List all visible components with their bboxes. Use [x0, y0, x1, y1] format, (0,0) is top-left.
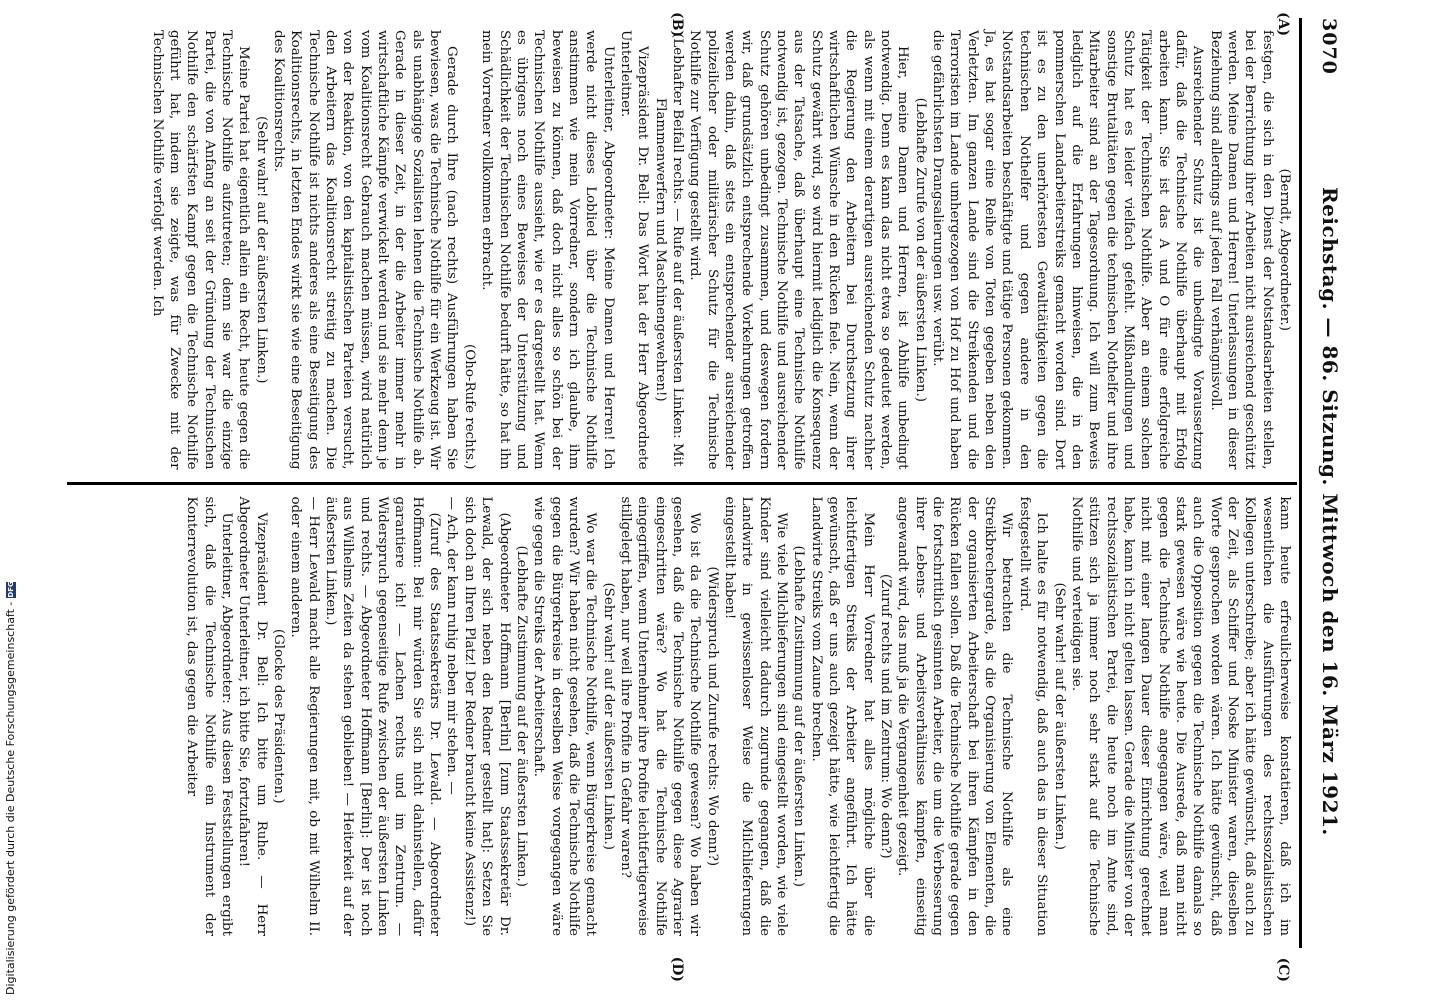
paragraph: Gerade durch Ihre (nach rechts) Ausführungen haben Sie bewiesen, was die Technische Nothilfe für ein Werkzeug ist. Wir als unabhängige Sozialisten lehnen die Technische Nothilfe ab. Gerade in dieser Zeit, in der die Arbeiter immer mehr in wirtschaftliche Kämpfe verwickelt werden und sie mehr denn je vom Koalitionsrecht Gebrauch machen müssen, wird natürlich von der Reaktion, von den kapitalistischen Parteien versucht, den Arbeitern das Koalitionsrecht streitig zu machen. Die Technische Nothilfe ist nichts anderes als eine Beseitigung des Koalitionsrechts, in letzten Endes wirkt sie wie eine Beseitigung des Koalitionsrechts. [271, 30, 460, 470]
paragraph: Ausreichender Schutz ist die unbedingte Voraussetzung dafür, daß die Technische Nothilfe überhaupt mit Erfolg arbeiten kann. Sie ist das A und O für eine erfolgreiche Tätigkeit der Technischen Nothilfe. Aber an einem solchen Schutz hat es leider vielfach gefehlt. Mißhandlungen und sonstige Brutalitäten gegen die technischen Nothelfer und ihre Mitarbeiter sind an der Tagesordnung. Ich will zum Beweis lediglich auf die Erfahrungen hinweisen, die in den pommerschen Landarbeiterstreiks gemacht worden sind. Dort ist es zu den unerhörtesten Gewalttätigkeiten gegen die technischen Nothelfer und gegen andere in den Notstandsarbeiten beschäftigte und tätige Personen gekommen. Ja, es hat sogar eine Reihe von Toten gegeben neben den Verletzten. Im ganzen Lande sind die Streikenden und die Terroristen im Lande umhergezogen von Hof zu Hof und haben die gefährlichsten Drangsalierungen usw. verübt. [930, 30, 1206, 470]
margin-marker-a: (A) [1275, 12, 1291, 37]
paragraph: (Berndt, Abgeordneter.) [1277, 168, 1292, 332]
paragraph: (Lebhafter Beifall rechts. — Rufe auf der äußersten Linken: Mit Flammenwerfern und Maschinengewehren!) [652, 33, 685, 467]
paragraph: (Oho-Rufe rechts.) [461, 344, 477, 470]
digitization-credit [4, 582, 17, 995]
page-number: 3070 [1318, 18, 1340, 75]
paragraph: Wo war die Technische Nothilfe, wenn Bürgerkreise gemacht wurden? Wir haben nicht gesehen, daß die Technische Nothilfe gegen die Bürgerkreise in derselben Weise vorgegangen wäre wie gegen die Streiks der Arbeiterschaft. [531, 496, 599, 936]
left-column [67, 18, 1297, 482]
paragraph: Wir betrachten die Technische Nothilfe als eine Streikbrechergarde, als die Organisierung von Elementen, die der organisierten Arbeiterschaft bei ihren Kämpfen in den Rücken fallen sollen. Daß die Technische Nothilfe gerade gegen die fortschrittlich gesinnten Arbeiter, die um die Verbesserung ihrer Lebens- und Arbeitsverhältnisse kämpfen, einseitig angewandt wird, das muß ja die Vergangenheit gezeigt. [895, 496, 1015, 936]
paragraph: Mein Herr Vorredner hat alles mögliche über die leichtfertigen Streiks der Arbeiter angeführt. Ich hätte gewünscht, daß er uns auch gezeigt hätte, wie leichtfertig die Landwirte Streiks vom Zaune brechen. [808, 496, 876, 936]
paragraph: Unterleitner, Abgeordneter: Aus diesen Feststellungen ergibt sich, daß die Technische Nothilfe ein Instrument der Konterrevolution ist, das gegen die Arbeiter [184, 496, 235, 936]
page-header [1302, 18, 1342, 948]
paragraph: (Lebhafte Zustimmung auf der äußersten Linken.) [791, 545, 807, 888]
dfg-logo: DFG [6, 581, 15, 598]
page-title: Reichstag. — 86. Sitzung. Mittwoch den 16. März 1921. [1318, 187, 1342, 836]
margin-marker-d: (D) [669, 956, 685, 982]
paragraph: (Glocke des Präsidenten.) [271, 628, 287, 804]
paragraph: (Sehr wahr! auf der äußersten Linken.) [1051, 582, 1067, 851]
paragraph: — Herr Lewald macht alle Regierungen mit, ob mit Wilhelm II. oder einem anderen. [288, 496, 321, 936]
paragraph: (Zuruf rechts und im Zentrum: Wo denn?) [878, 573, 894, 859]
margin-marker-b: (B) [669, 12, 685, 38]
paragraph: (Sehr wahr! auf der äußersten Linken.) [600, 582, 616, 851]
paragraph: Ich halte es für notwendig, daß auch das in dieser Situation festgestellt wird. [1016, 496, 1050, 936]
paragraph: Vizepräsident Dr. Bell: Das Wort hat der Herr Abgeordnete Unterleitner. [617, 30, 651, 470]
text-columns [67, 12, 1297, 982]
paragraph: festgen, die sich in den Dienst der Notstandsarbeiten stellen, bei der Berrichtung ihrer Arbeiten nicht ausreichend geschützt werden. Meine Damen und Herren! Unterlassungen in dieser Beziehung sind allerdings auf jeden Fall verhängnisvoll. [1207, 30, 1275, 470]
margin-marker-c: (C) [1275, 957, 1291, 982]
paragraph: (Zuruf des Staatssekretärs Dr. Lewald. — Abgeordneter Hoffmann: Bei mir würden Sie sich nicht dahinstellen, dafür garantiere ich! — Lachen rechts und im Zentrum. — Widerspruch gegenseitige Rufe zwischen der äußersten Linken und rechts. — Abgeordneter Hoffmann [Berlin]: Der ist noch aus Wilhelms Zeiten da stehen geblieben! — Heiterkeit auf der äußersten Linken.) [323, 496, 443, 936]
paragraph: Wo ist da die Technische Nothilfe gewesen? Wo haben wir gesehen, daß die Technische Nothilfe gegen diese Agrarier eingeschritten wäre? Wo hat die Technische Nothilfe eingegriffen, wenn Unternehmer ihre Profite leichtfertigerweise stillgelegt haben, nur weil ihre Profite in Gefahr waren? [617, 496, 703, 936]
paragraph: kann heute erfreulicherweise konstatieren, daß ich im wesentlichen die Ausführungen des rechtssozialistischen Kollegen unterschreibe; aber ich hätte gewünscht, daß auch zu der Zeit, als Schiffer und Noske Minister waren, dieselben Worte gesprochen worden wären. Ich hätte gewünscht, daß auch die Opposition gegen die Technische Nothilfe damals so stark gewesen wäre wie heute. Die Ausrede, daß man nicht gegen die Technische Nothilfe angegangen wäre, weil man nicht mit einer langen Dauer dieser Einrichtung gerechnet habe, kann ich nicht gelten lassen. Gerade die Minister von der rechtssozialistischen Partei, die heute noch im Amte sind, stützen sich ja immer noch sehr stark auf die Technische Nothilfe und verteidigen sie. [1068, 496, 1292, 936]
paragraph: — Ach, der kann ruhig neben mir stehen. — [444, 496, 460, 795]
paragraph: Wie viele Milchlieferungen sind eingestellt worden, wie viele Kinder sind vielleicht dadurch zugrunde gegangen, daß die Landwirte in gewissenloser Weise die Milchlieferungen eingestellt haben! [722, 496, 790, 936]
paragraph: (Widerspruch und Zurufe rechts: Wo denn?) [704, 566, 720, 867]
paragraph: Hier, meine Damen und Herren, ist Abhilfe unbedingt notwendig. Denn es kann das nicht etwa so gedeutet werden, als wenn mit einem derartigen ausreichenden Schutz nachher die Regierung den Arbeitern bei Durchsetzung ihrer wirtschaftlichen Wünsche in den Rücken fiele. Nein, wenn der Schutz gewährt wird, so wird hiermit lediglich die Konsequenz aus der Tatsache, daß überhaupt eine Technische Nothilfe notwendig ist, gezogen. Technische Nothilfe und ausreichender Schutz gehören unbedingt zusammen, und deswegen fordern wir, daß grundsätzlich entsprechende Vorkehrungen getroffen werden dahin, daß stets ein entsprechender ausreichender polizeilicher oder militärischer Schutz für die Technische Nothilfe zur Verfügung gestellt wird. [687, 30, 911, 470]
document-page [22, 0, 1342, 1000]
paragraph: (Lebhafte Zurufe von der äußersten Linken.) [912, 97, 928, 402]
paragraph: Meine Partei hat eigentlich allein ein Recht, heute gegen die Technische Nothilfe aufzutreten; denn sie war die einzige Partei, die von Anfang an seit der Gründung der Technischen Nothilfe den schärfsten Kampf gegen die Technische Nothilfe geführt hat, indem sie zeigte, was für Zwecke mit der Technischen Nothilfe verfolgt werden. Ich [149, 30, 252, 470]
paragraph: (Lebhafte Zustimmung auf der äußersten Linken.) [513, 545, 529, 888]
paragraph: Vizepräsident Dr. Bell: Ich bitte um Ruhe. — Herr Abgeordneter Unterleitner, ich bitte Sie, fortzufahren! [236, 496, 269, 936]
header-rule [1299, 18, 1302, 948]
paragraph: Unterleitner, Abgeordneter: Meine Damen und Herren! Ich werde nicht dieses Loblied über die Technische Nothilfe anstimmen wie mein Vorredner, sondern ich glaube, ihm beweisen zu können, daß doch nicht alles so schön bei der Technischen Nothilfe aussieht, wie er es dargestellt hat. Wenn es übrigens noch eines Beweises der Unterstützung und Schädlichkeit der Technischen Nothilfe bedurft hätte, so hat ihn mein Vorredner vollkommen erbracht. [479, 30, 616, 470]
paragraph: (Abgeordneter Hoffmann [Berlin] [zum Staatssekretär Dr. Lewald, der sich neben den Redner gestellt hat]: Setzen Sie sich doch an Ihren Platz! Der Redner braucht keine Assistenz!) [461, 496, 512, 936]
paragraph: (Sehr wahr! auf der äußersten Linken.) [253, 115, 269, 384]
right-column [67, 482, 1297, 949]
credit-text: Digitalisierung gefördert durch die Deutsche Forschungsgemeinschaft - [4, 601, 17, 995]
